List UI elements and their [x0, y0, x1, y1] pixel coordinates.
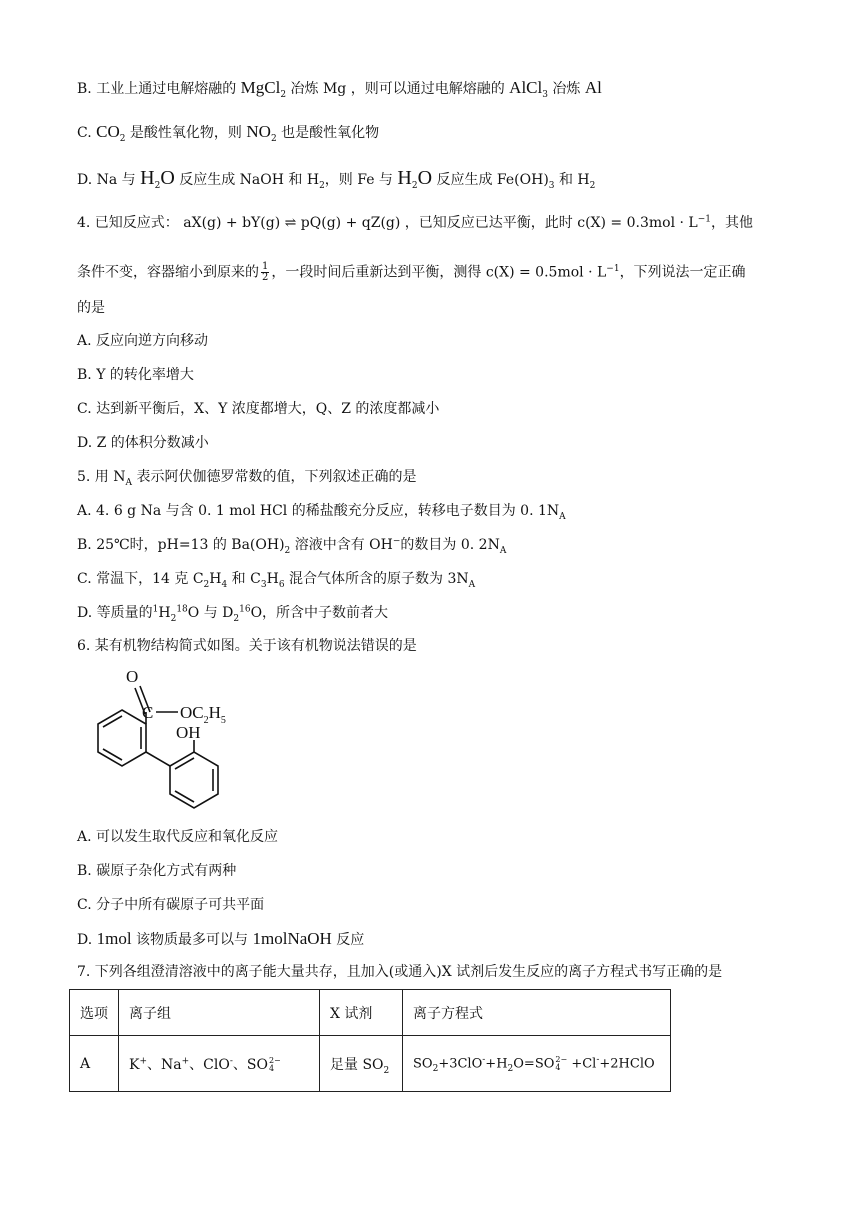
row-option: A	[70, 1036, 119, 1092]
header-equation: 离子方程式	[403, 990, 671, 1036]
hydroxyl-label: OH	[176, 723, 201, 742]
q5-option-d: D. 等质量的$^1H_2^{18}O$ 与 $D_2^{16}O$，所含中子数前者大	[77, 604, 389, 624]
carbonyl-carbon-label: C	[142, 703, 154, 722]
q5-option-b: B. 25℃时，pH=13 的 $Ba(OH)_2$ 溶液中含有 OH−的数目为 0. $2N_A$	[77, 536, 507, 556]
q6-stem: 6. 某有机物结构简式如图。关于该有机物说法错误的是	[77, 638, 417, 654]
q5-option-a: A. 4. 6 g Na 与含 0. 1 mol HCl 的稀盐酸充分反应，转移电子数目为 0. $1N_A$	[77, 503, 566, 522]
table-row	[70, 1036, 671, 1092]
q4-option-c: C. 达到新平衡后，X、Y 浓度都增大，Q、Z 的浓度都减小	[77, 401, 440, 417]
row-ion-group: K+、Na+、ClO-、SO 2− 4	[119, 1036, 320, 1092]
header-option: 选项	[70, 990, 119, 1036]
q4-stem-line1: 4. 已知反应式： aX(g) + bY(g) ⇌ pQ(g) + qZ(g) ，已知反应已达平衡，此时 $c(X) = 0.3mol \cdot L^{-1}$，其他	[77, 214, 753, 231]
q3-option-c: C. $CO_2$ 是酸性氧化物，则 $NO_2$ 也是酸性氧化物	[77, 122, 380, 144]
q4-stem-line2: 条件不变，容器缩小到原来的 $\frac{1}{2}$ ，一段时间后重新达到平衡，测得 $c(X) = 0.5mol \cdot L^{-1}$，下列说法一定正确	[77, 261, 746, 283]
header-ion-group: 离子组	[119, 990, 320, 1036]
q7-stem: 7. 下列各组澄清溶液中的离子能大量共存，且加入(或通入)X 试剂后发生反应的离子方程式书写正确的是	[77, 964, 723, 980]
q4-option-d: D. Z 的体积分数减小	[77, 435, 209, 451]
q5-stem: 5. 用 $N_A$ 表示阿伏伽德罗常数的值，下列叙述正确的是	[77, 469, 417, 488]
q6-option-a: A. 可以发生取代反应和氧化反应	[77, 829, 279, 845]
q3-option-d: D. Na 与 $H_2O$ 反应生成 NaOH 和 $H_2$，则 Fe 与 $H_2O$ 反应生成 $Fe(OH)_3$ 和 $H_2$	[77, 167, 596, 191]
q4-option-b: B. Y 的转化率增大	[77, 367, 194, 383]
q5-option-c: C. 常温下，14 克 $C_2H_4$ 和 $C_3H_6$ 混合气体所含的原子数为 $3N_A$	[77, 571, 476, 590]
q6-option-c: C. 分子中所有碳原子可共平面	[77, 897, 265, 913]
q6-option-d: D. 1mol 该物质最多可以与 1molNaOH 反应	[77, 929, 365, 948]
table-header-row	[70, 990, 671, 1036]
q7-options-table	[69, 989, 671, 1092]
row-equation: $SO_2+3ClO^-+H_2O=SO$ 2− 4 +Cl-+2HClO	[403, 1036, 671, 1092]
q6-option-b: B. 碳原子杂化方式有两种	[77, 863, 237, 879]
molecule-structure	[70, 662, 270, 812]
q4-stem-line3: 的是	[77, 300, 105, 316]
header-reagent: X 试剂	[320, 990, 403, 1036]
q4-option-a: A. 反应向逆方向移动	[77, 333, 209, 349]
fraction-one-half: $\frac{1}{2}$	[262, 261, 269, 283]
carbonyl-oxygen-label: O	[126, 667, 139, 686]
row-reagent: 足量 $SO_2$	[320, 1036, 403, 1092]
ethoxy-label: $OC_2H_5$	[180, 703, 226, 726]
q3-option-b: B. 工业上通过电解熔融的 MgCl$_2$ 冶炼 Mg ，则可以通过电解熔融的 AlCl$_3$ 冶炼 Al	[77, 78, 602, 100]
